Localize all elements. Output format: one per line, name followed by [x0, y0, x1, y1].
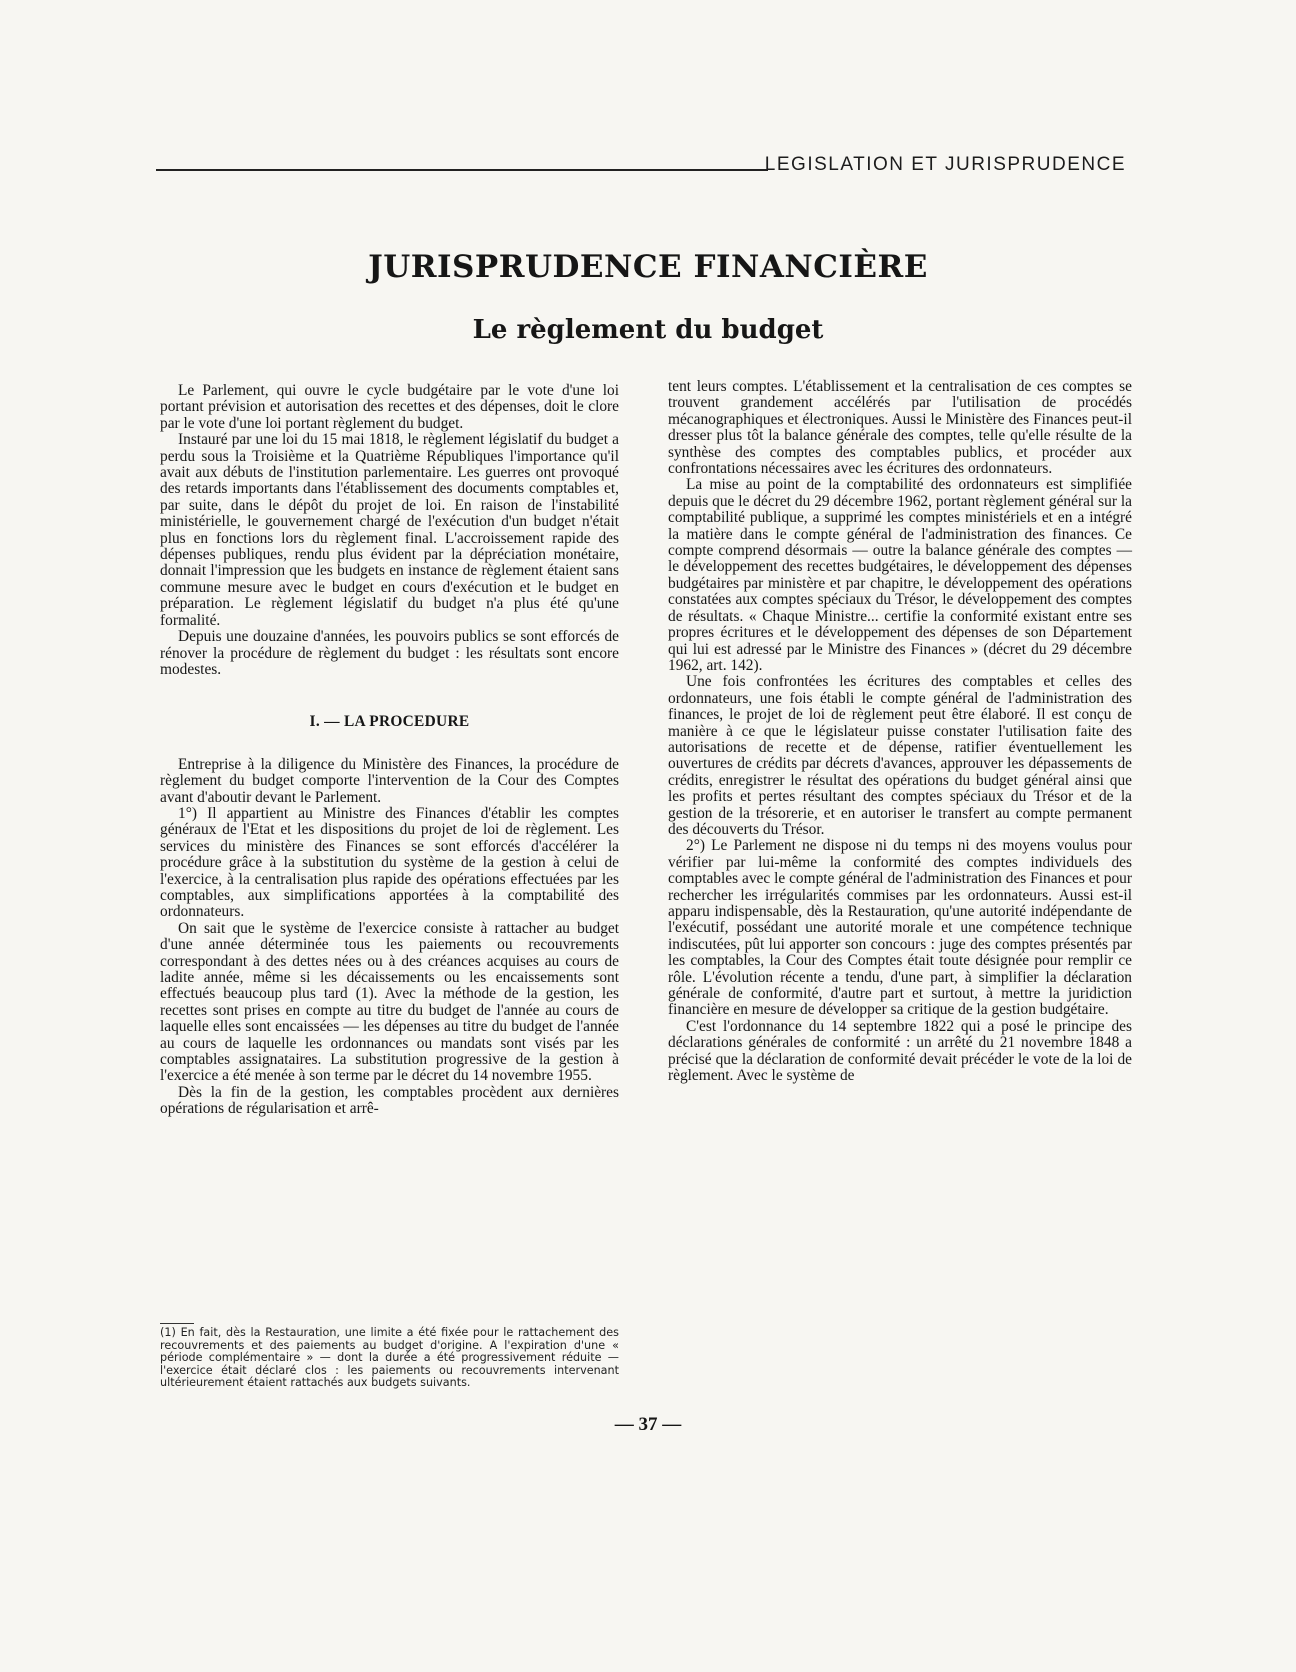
footnote-rule — [160, 1323, 194, 1324]
paragraph: Une fois confrontées les écritures des comptables et celles des ordonnateurs, une fois établi le compte général de l'administration des finances, le projet de loi de règlement peut être élaboré. Il est conçu de manière à ce que le législateur puisse constater l'utilisation faite des autorisations de recette et de dépense, ratifier éventuellement les ouvertures de crédits par décrets d'avances, approuver les dépassements de crédits, enregistrer le résultat des opérations du budget général ainsi que les profits et pertes résultant des comptes spéciaux du Trésor et de la gestion de la trésorerie, et en autoriser le transfert au compte permanent des découverts du Trésor. — [668, 673, 1132, 838]
header-section-label: LEGISLATION ET JURISPRUDENCE — [764, 154, 1126, 175]
paragraph: 1°) Il appartient au Ministre des Finances d'établir les comptes généraux de l'Etat et les dispositions du projet de loi de règlement. Les services du ministère des Finances se sont efforcés d'accélérer la procédure grâce à la substitution du système de la gestion à celui de l'exercice, à la centralisation plus rapide des opérations effectuées par les comptables, aux simplifications apportées à la comptabilité des ordonnateurs. — [160, 804, 619, 921]
article-title: JURISPRUDENCE FINANCIÈRE — [368, 249, 928, 285]
paragraph: Entreprise à la diligence du Ministère des Finances, la procédure de règlement du budget comporte l'intervention de la Cour des Comptes avant d'aboutir devant le Parlement. — [160, 755, 619, 806]
paragraph: 2°) Le Parlement ne dispose ni du temps ni des moyens voulus pour vérifier par lui-même la conformité des comptes individuels des comptables avec le compte général de l'administration des Finances et pour rechercher les irrégularités commises par les ordonnateurs. Aussi est-il apparu indispensable, dès la Restauration, qu'une autorité indépendante de l'exécutif, possédant une autorité morale et une compétence technique indiscutées, pût lui apporter son concours : juge des comptes présentés par les comptables, la Cour des Comptes était toute désignée pour remplir ce rôle. L'évolution récente a tendu, d'une part, à simplifier la déclaration générale de conformité, d'autre part et surtout, à mettre la juridiction financière en mesure de développer sa critique de la gestion budgétaire. — [668, 837, 1132, 1019]
paragraph: Depuis une douzaine d'années, les pouvoirs publics se sont efforcés de rénover la procédure de règlement du budget : les résultats sont encore modestes. — [160, 628, 619, 678]
section-heading: I. — LA PROCEDURE — [309, 713, 470, 731]
header-rule — [156, 169, 768, 171]
paragraph: Le Parlement, qui ouvre le cycle budgétaire par le vote d'une loi portant prévision et autorisation des recettes et des dépenses, doit le clore par le vote d'une loi portant règlement du budget. — [160, 382, 619, 432]
right-column — [668, 379, 1132, 1084]
paragraph: La mise au point de la comptabilité des ordonnateurs est simplifiée depuis que le décret du 29 décembre 1962, portant règlement général sur la comptabilité publique, a supprimé les comptes ministériels et en a intégré la matière dans le compte général de l'administration des finances. Ce compte comprend désormais — outre la balance générale des comptes — le développement des recettes budgétaires, le développement des dépenses budgétaires par ministère et par chapitre, le développement des opérations constatées aux comptes spéciaux du Trésor, le développement des comptes de résultats. « Chaque Ministre... certifie la conformité existant entre ses propres écritures et le développement des dépenses de son Département qui lui est adressé par le Ministre des Finances » (décret du 29 décembre 1962, art. 142). — [668, 476, 1132, 674]
article-subtitle: Le règlement du budget — [472, 315, 824, 345]
paragraph: C'est l'ordonnance du 14 septembre 1822 qui a posé le principe des déclarations générales de conformité : un arrêté du 21 novembre 1848 a précisé que la déclaration de conformité devait précéder le vote de la loi de règlement. Avec le système de — [668, 1017, 1132, 1085]
left-column — [160, 383, 619, 1118]
paragraph: Dès la fin de la gestion, les comptables procèdent aux dernières opérations de régularisation et arrê- — [160, 1083, 619, 1118]
paragraph: Instauré par une loi du 15 mai 1818, le règlement législatif du budget a perdu sous la Troisième et la Quatrième Républiques l'importance qu'il avait aux débuts de l'institution parlementaire. Les guerres ont provoqué des retards importants dans l'établissement des documents comptables et, par suite, dans le dépôt du projet de loi. En raison de l'instabilité ministérielle, le gouvernement chargé de l'exécution d'un budget n'était plus en fonctions lors du règlement final. L'accroissement rapide des dépenses publiques, rendu plus évident par la dépréciation monétaire, donnait l'impression que les budgets en instance de règlement étaient sans commune mesure avec le budget en cours d'exécution et le budget en préparation. Le règlement législatif du budget n'a plus été qu'une formalité. — [160, 431, 619, 629]
paragraph: On sait que le système de l'exercice consiste à rattacher au budget d'une année déterminée tous les paiements ou recouvrements correspondant à des dettes nées ou à des créances acquises au cours de ladite année, même si les décaissements ou les encaissements sont effectués beaucoup plus tard (1). Avec la méthode de la gestion, les recettes sont prises en compte au titre du budget de l'année au cours de laquelle elles sont encaissées — les dépenses au titre du budget de l'année au cours de laquelle les ordonnances ou mandats sont visés par les comptables assignataires. La substitution progressive de la gestion à l'exercice a été menée à son terme par le décret du 14 novembre 1955. — [160, 919, 619, 1085]
footnote: (1) En fait, dès la Restauration, une limite a été fixée pour le rattachement des recouvrements et des paiements au budget d'origine. A l'expiration d'une « période complémentaire » — dont la durée a été progressivement réduite — l'exercice était déclaré clos : les paiements ou recouvrements intervenant ultérieurement étaient rattachés aux budgets suivants. — [160, 1326, 619, 1389]
running-header — [156, 148, 1126, 178]
paragraph: tent leurs comptes. L'établissement et la centralisation de ces comptes se trouvent grandement accélérés par l'utilisation de procédés mécanographiques et électroniques. Aussi le Ministère des Finances peut-il dresser plus tôt la balance générale des comptes, telle qu'elle résulte de la synthèse des comptes des comptables publics, et procéder aux confrontations nécessaires avec les écritures des ordonnateurs. — [668, 378, 1132, 478]
page-number: — 37 — — [614, 1414, 682, 1435]
